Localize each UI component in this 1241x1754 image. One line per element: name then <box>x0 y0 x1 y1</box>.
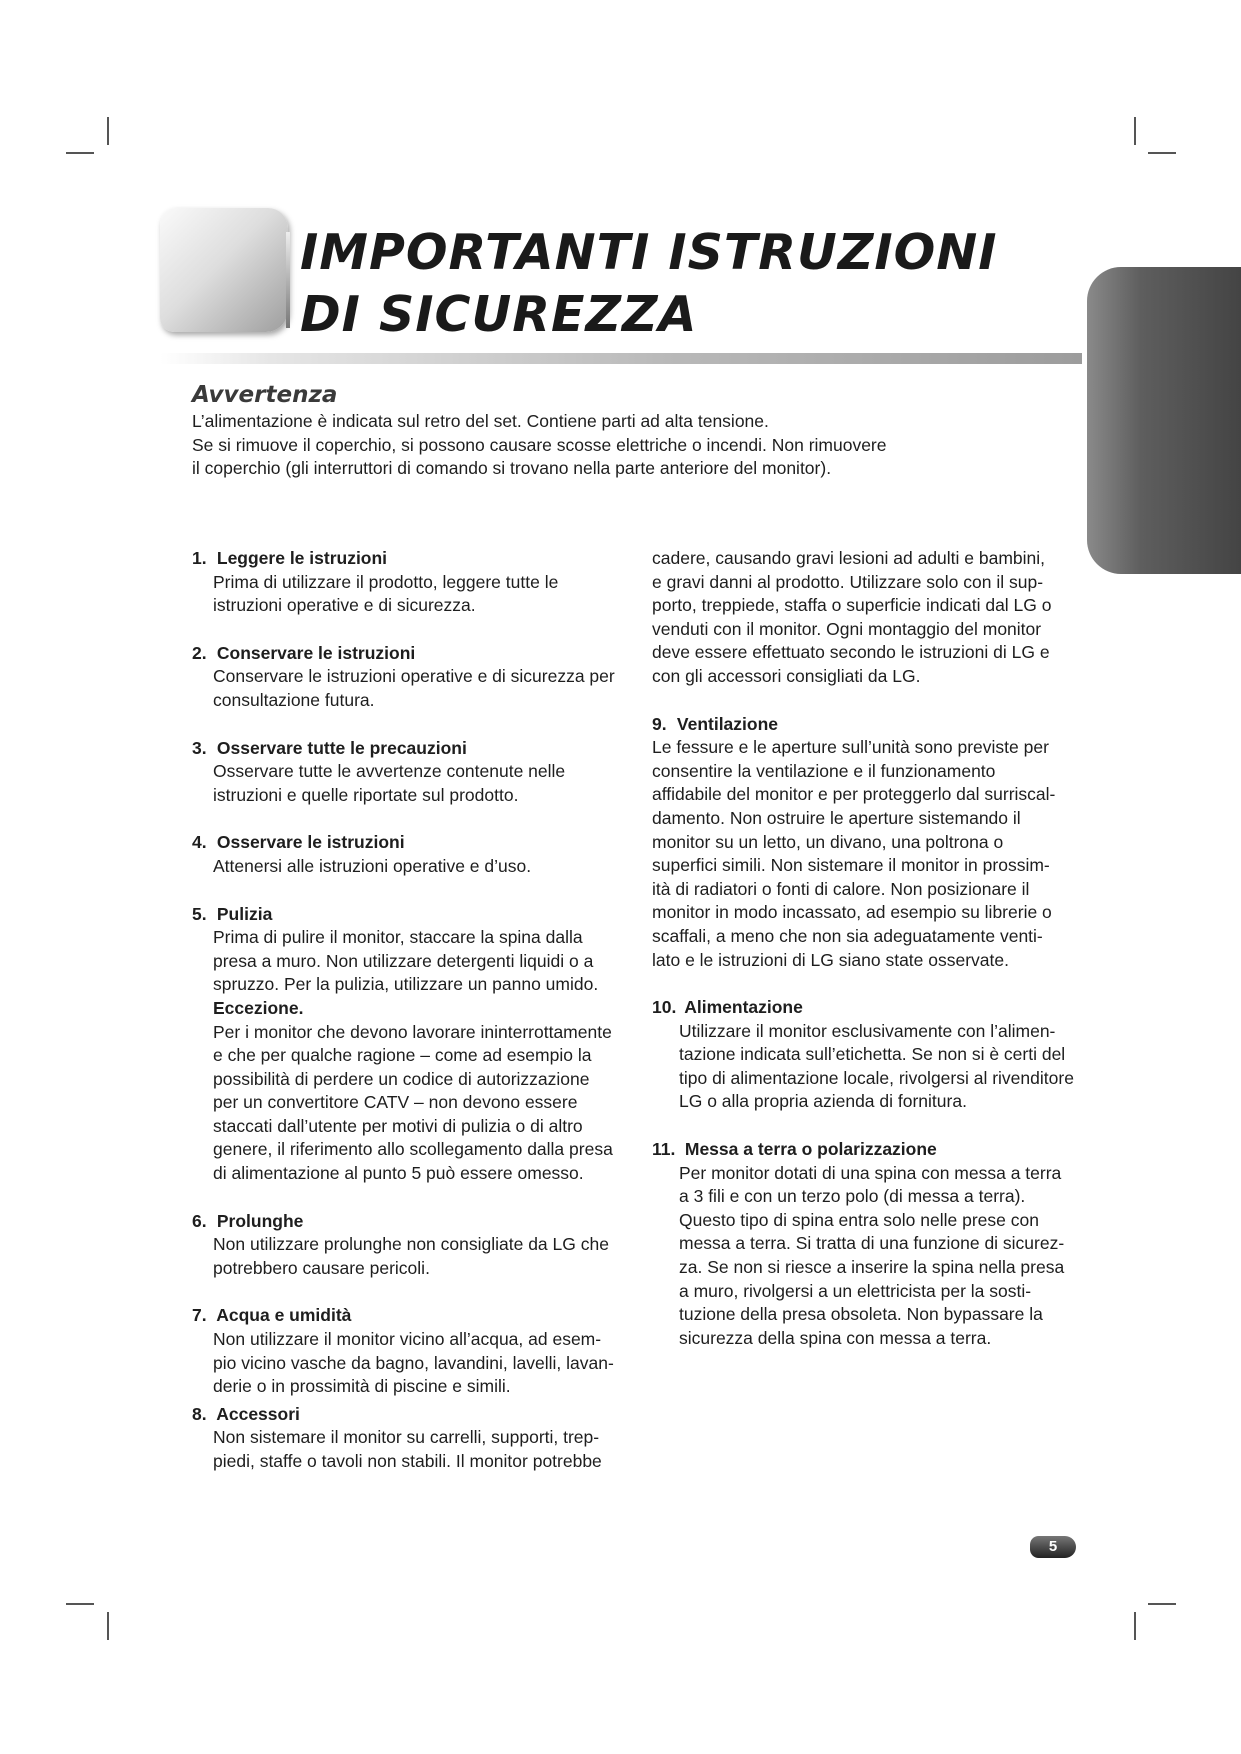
item-number: 7. <box>192 1305 207 1326</box>
item-body <box>192 665 632 712</box>
item-subheading: Eccezione. <box>213 997 304 1018</box>
item-line: Non sistemare il monitor su carrelli, supporti, trep- <box>213 1427 600 1448</box>
item-line: istruzioni e quelle riportate sul prodotto. <box>213 784 519 805</box>
crop-mark <box>1148 152 1176 154</box>
item-title: Pulizia <box>216 903 273 924</box>
item-line: Per i monitor che devono lavorare ininterrottamente <box>213 1021 612 1042</box>
item-line: con gli accessori consigliati da LG. <box>652 665 921 686</box>
instruction-item <box>192 1304 632 1398</box>
item-heading <box>652 996 1082 1020</box>
item-body <box>192 571 632 618</box>
item-line: presa a muro. Non utilizzare detergenti liquidi o a <box>213 950 594 971</box>
instruction-item <box>192 831 632 878</box>
item-line: za. Se non si riesce a inserire la spina nella presa <box>679 1257 1065 1278</box>
item-line: scaffali, a meno che non sia adeguatamente venti- <box>652 925 1043 946</box>
item-line: per un convertitore CATV – non devono essere <box>213 1092 578 1113</box>
page-title <box>300 222 997 346</box>
item-line: affidabile del monitor e per proteggerlo dal surriscal- <box>652 784 1056 805</box>
item-line: e gravi danni al prodotto. Utilizzare solo con il sup- <box>652 571 1044 592</box>
item-line: Conservare le istruzioni operative e di sicurezza per <box>213 666 615 687</box>
item-line: superfici simili. Non sistemare il monitor in prossim- <box>652 855 1050 876</box>
instruction-item <box>192 547 632 618</box>
item-line: tazione indicata sull’etichetta. Se non si è certi del <box>679 1044 1066 1065</box>
item-line: genere, il riferimento allo scollegamento dalla presa <box>213 1139 613 1160</box>
item-heading <box>192 831 632 855</box>
header-bracket <box>286 232 290 328</box>
right-column <box>652 547 1082 1350</box>
crop-mark <box>66 152 94 154</box>
instruction-item-continuation <box>652 547 1082 689</box>
warning-title: Avvertenza <box>192 382 338 408</box>
item-line: Le fessure e le aperture sull’unità sono previste per <box>652 737 1049 758</box>
item-line: spruzzo. Per la pulizia, utilizzare un panno umido. <box>213 974 599 995</box>
item-heading <box>652 1138 1082 1162</box>
warning-line: Se si rimuove il coperchio, si possono causare scosse elettriche o incendi. Non rimuovere <box>192 434 887 455</box>
item-line: tuzione della presa obsoleta. Non bypassare la <box>679 1304 1043 1325</box>
item-body <box>192 1328 632 1399</box>
item-line: Prima di pulire il monitor, staccare la spina dalla <box>213 927 583 948</box>
crop-mark <box>1134 117 1136 145</box>
item-line: damento. Non ostruire le aperture sistemando il <box>652 807 1021 828</box>
warning-section <box>192 382 952 481</box>
item-line: LG o alla propria azienda di fornitura. <box>679 1091 967 1112</box>
item-title: Prolunghe <box>216 1210 304 1231</box>
item-line: piedi, staffe o tavoli non stabili. Il monitor potrebbe <box>213 1451 602 1471</box>
instruction-item <box>192 737 632 808</box>
item-body <box>192 760 632 807</box>
item-line: Per monitor dotati di una spina con messa a terra <box>679 1162 1062 1183</box>
instruction-item <box>652 713 1082 973</box>
crop-mark <box>107 1612 109 1640</box>
item-line: Osservare tutte le avvertenze contenute nelle <box>213 761 566 782</box>
header-decoration-icon <box>160 208 288 332</box>
item-heading <box>192 737 632 761</box>
page-number-badge: 5 <box>1030 1536 1076 1558</box>
item-heading <box>652 713 1082 737</box>
item-title: Ventilazione <box>676 713 779 734</box>
item-number: 9. <box>652 713 667 734</box>
item-number: 6. <box>192 1210 207 1231</box>
item-number: 8. <box>192 1403 207 1424</box>
instruction-item <box>652 996 1082 1114</box>
item-number: 1. <box>192 548 207 568</box>
item-body <box>192 855 632 879</box>
item-line: derie o in prossimità di piscine e simili. <box>213 1376 511 1397</box>
item-body <box>192 926 632 1186</box>
item-line: ità di radiatori o fonti di calore. Non posizionare il <box>652 878 1030 899</box>
item-line: a muro, rivolgersi a un elettricista per la sosti- <box>679 1280 1032 1301</box>
item-title: Acqua e umidità <box>216 1305 352 1326</box>
item-line: deve essere effettuato secondo le istruzioni di LG e <box>652 642 1050 663</box>
item-line: istruzioni operative e di sicurezza. <box>213 595 476 616</box>
item-line: monitor su un letto, un divano, una poltrona o <box>652 831 1004 852</box>
item-number: 2. <box>192 642 207 663</box>
item-line: Prima di utilizzare il prodotto, leggere tutte le <box>213 571 559 592</box>
item-line: Non utilizzare il monitor vicino all’acqua, ad esem- <box>213 1329 602 1350</box>
warning-line: L’alimentazione è indicata sul retro del set. Contiene parti ad alta tensione. <box>192 411 769 431</box>
item-number: 3. <box>192 737 207 758</box>
item-line: Questo tipo di spina entra solo nelle prese con <box>679 1209 1039 1230</box>
page-title-line2: DI SICUREZZA <box>300 286 698 343</box>
warning-text <box>192 410 952 481</box>
item-line: porto, treppiede, staffa o superficie indicati dal LG o <box>652 595 1052 616</box>
header-divider <box>160 353 1082 364</box>
item-line: lato e le istruzioni di LG siano state osservate. <box>652 949 1009 970</box>
item-line: Non utilizzare prolunghe non consigliate da LG che <box>213 1234 609 1255</box>
instruction-item <box>652 1138 1082 1350</box>
item-line: potrebbero causare pericoli. <box>213 1257 430 1278</box>
item-title: Conservare le istruzioni <box>216 642 416 663</box>
item-line: Utilizzare il monitor esclusivamente con l’alimen- <box>679 1020 1056 1041</box>
item-heading <box>192 903 632 927</box>
item-title: Accessori <box>216 1403 300 1424</box>
item-line: consultazione futura. <box>213 689 375 710</box>
item-title: Osservare tutte le precauzioni <box>216 737 467 758</box>
item-title: Messa a terra o polarizzazione <box>684 1139 937 1160</box>
item-line: messa a terra. Si tratta di una funzione di sicurez- <box>679 1233 1065 1254</box>
item-line: di alimentazione al punto 5 può essere omesso. <box>213 1163 584 1184</box>
item-line: a 3 fili e con un terzo polo (di messa a terra). <box>679 1186 1026 1207</box>
item-heading <box>192 547 632 571</box>
item-heading <box>192 1304 632 1328</box>
crop-mark <box>66 1603 94 1605</box>
item-line: cadere, causando gravi lesioni ad adulti e bambini, <box>652 548 1046 568</box>
item-line: monitor in modo incassato, ad esempio su librerie o <box>652 902 1052 923</box>
item-body <box>192 1426 632 1473</box>
item-line: venduti con il monitor. Ogni montaggio del monitor <box>652 618 1042 639</box>
item-body <box>652 736 1082 972</box>
item-body <box>652 547 1082 689</box>
item-number: 11. <box>652 1139 676 1160</box>
item-line: tipo di alimentazione locale, rivolgersi al rivenditore <box>679 1067 1074 1088</box>
page-title-line1: IMPORTANTI ISTRUZIONI <box>300 224 998 281</box>
section-tab <box>1087 267 1241 574</box>
item-title: Osservare le istruzioni <box>216 832 405 853</box>
item-line: Attenersi alle istruzioni operative e d’uso. <box>213 855 532 876</box>
item-line: pio vicino vasche da bagno, lavandini, lavelli, lavan- <box>213 1352 614 1373</box>
left-column <box>192 547 632 1474</box>
instruction-item <box>192 1210 632 1281</box>
item-heading <box>192 642 632 666</box>
instruction-item <box>192 1403 632 1474</box>
item-title: Leggere le istruzioni <box>216 548 388 568</box>
item-line: staccati dall’utente per motivi di pulizia o di altro <box>213 1115 583 1136</box>
instruction-item <box>192 642 632 713</box>
item-line: sicurezza della spina con messa a terra. <box>679 1327 992 1348</box>
item-body <box>652 1020 1082 1114</box>
warning-line: il coperchio (gli interruttori di comando si trovano nella parte anteriore del monitor). <box>192 458 832 479</box>
item-heading <box>192 1403 632 1427</box>
item-body <box>192 1233 632 1280</box>
crop-mark <box>1134 1612 1136 1640</box>
item-body <box>652 1162 1082 1351</box>
item-heading <box>192 1210 632 1234</box>
item-line: e che per qualche ragione – come ad esempio la <box>213 1045 592 1066</box>
instruction-item <box>192 903 632 1186</box>
item-number: 5. <box>192 903 207 924</box>
crop-mark <box>107 117 109 145</box>
item-line: possibilità di perdere un codice di autorizzazione <box>213 1068 590 1089</box>
crop-mark <box>1148 1603 1176 1605</box>
item-number: 10. <box>652 997 677 1018</box>
item-title: Alimentazione <box>684 997 803 1018</box>
item-number: 4. <box>192 832 207 853</box>
item-line: consentire la ventilazione e il funzionamento <box>652 760 996 781</box>
